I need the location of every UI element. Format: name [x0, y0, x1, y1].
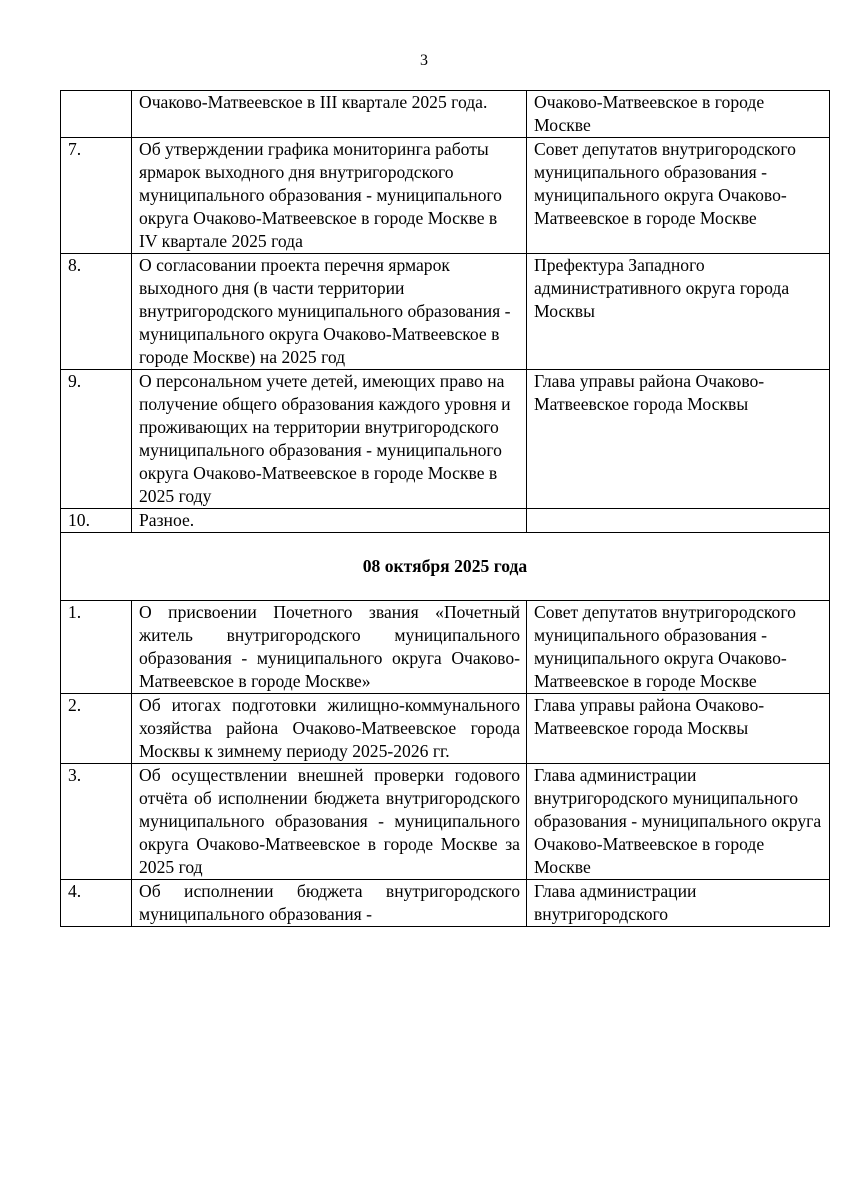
section-date-row	[61, 533, 830, 601]
item-responsible: Глава управы района Очаково-Матвеевское города Москвы	[527, 370, 830, 509]
item-responsible: Совет депутатов внутригородского муниципального образования - муниципального округа Очаково-Матвеевское в городе Москве	[527, 138, 830, 254]
item-title: Об исполнении бюджета внутригородского муниципального образования -	[132, 880, 527, 927]
item-title: Очаково-Матвеевское в III квартале 2025 года.	[132, 91, 527, 138]
agenda-row	[61, 91, 830, 138]
page-number: 3	[420, 52, 428, 69]
agenda-row	[61, 764, 830, 880]
agenda-table	[60, 90, 830, 927]
agenda-rows-before	[61, 91, 830, 533]
section-date: 08 октября 2025 года	[61, 533, 830, 601]
agenda-row	[61, 254, 830, 370]
item-title: О персональном учете детей, имеющих право на получение общего образования каждого уровня и проживающих на территории внутригородского муниципального образования - муниципального округа Очаково-Матвеевское в городе Москве в 2025 году	[132, 370, 527, 509]
item-title: О согласовании проекта перечня ярмарок выходного дня (в части территории внутригородского муниципального образования - муниципального округа Очаково-Матвеевское в городе Москве) на 2025 год	[132, 254, 527, 370]
agenda-row	[61, 880, 830, 927]
agenda-row	[61, 694, 830, 764]
item-responsible	[527, 509, 830, 533]
item-title: Разное.	[132, 509, 527, 533]
agenda-row	[61, 509, 830, 533]
item-number: 3.	[61, 764, 132, 880]
item-title: Об утверждении графика мониторинга работы ярмарок выходного дня внутригородского муниципального образования - муниципального округа Очаково-Матвеевское в городе Москве в IV квартале 2025 года	[132, 138, 527, 254]
item-number: 4.	[61, 880, 132, 927]
item-number: 7.	[61, 138, 132, 254]
item-title: О присвоении Почетного звания «Почетный житель внутригородского муниципального образования - муниципального округа Очаково-Матвеевское в городе Москве»	[132, 601, 527, 694]
item-number: 2.	[61, 694, 132, 764]
item-responsible: Глава управы района Очаково-Матвеевское города Москвы	[527, 694, 830, 764]
agenda-rows-after	[61, 601, 830, 927]
item-responsible: Совет депутатов внутригородского муниципального образования - муниципального округа Очаково-Матвеевское в городе Москве	[527, 601, 830, 694]
item-responsible: Префектура Западного административного округа города Москвы	[527, 254, 830, 370]
item-responsible: Глава администрации внутригородского муниципального образования - муниципального округа Очаково-Матвеевское в городе Москве	[527, 764, 830, 880]
agenda-row	[61, 138, 830, 254]
item-number: 1.	[61, 601, 132, 694]
agenda-row	[61, 601, 830, 694]
item-responsible: Глава администрации внутригородского	[527, 880, 830, 927]
item-title: Об осуществлении внешней проверки годового отчёта об исполнении бюджета внутригородского муниципального образования - муниципального округа Очаково-Матвеевское в городе Москве за 2025 год	[132, 764, 527, 880]
item-title: Об итогах подготовки жилищно-коммунального хозяйства района Очаково-Матвеевское города Москвы к зимнему периоду 2025-2026 гг.	[132, 694, 527, 764]
item-number: 8.	[61, 254, 132, 370]
item-number: 10.	[61, 509, 132, 533]
item-responsible: Очаково-Матвеевское в городе Москве	[527, 91, 830, 138]
item-number: 9.	[61, 370, 132, 509]
agenda-row	[61, 370, 830, 509]
item-number	[61, 91, 132, 138]
